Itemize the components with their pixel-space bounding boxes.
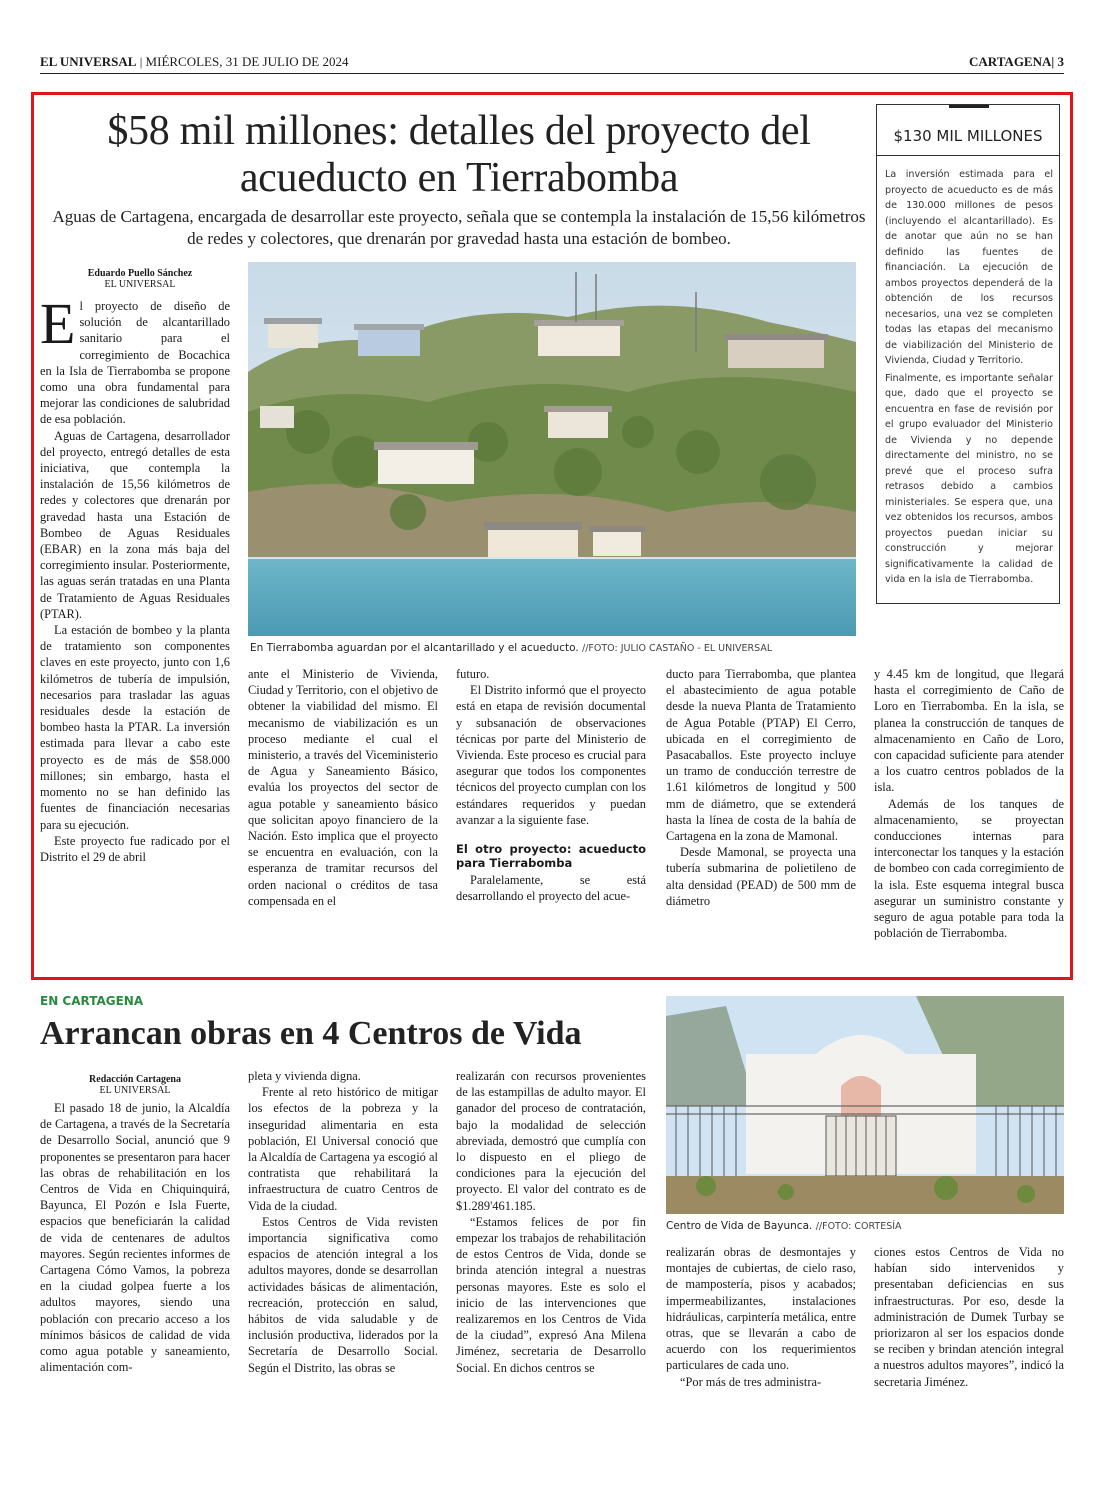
article-column-3 <box>456 1068 646 1430</box>
building-illustration <box>666 996 1064 1214</box>
sidebar-paragraph: Finalmente, es importante señalar que, dado que el proyecto se encuentra en fase de revisión por el grupo evaluador del Ministerio de Vivienda y no depende directamente del ministro, no se prevé que el proceso sufra retrasos debido a cambios ministeriales. Se espera que, una vez obtenidos los recursos, ambos proyectos puedan iniciar su construcción y mejorar significativamente la calidad de vida en la isla de Tierrabomba. <box>885 372 1053 585</box>
paragraph: Desde Mamonal, se proyecta una tubería submarina de polietileno de alta densidad (PEAD) de 500 mm de diámetro <box>666 845 856 908</box>
author-name: Eduardo Puello Sánchez <box>87 268 193 279</box>
article-column-4 <box>666 1244 856 1434</box>
sidebar-box <box>876 104 1060 604</box>
page-number: 3 <box>1057 54 1064 69</box>
paragraph: “Estamos felices de por fin empezar los trabajos de rehabilitación de estos Centros de Vida, donde se brinda atención integral a nuestras personas mayores. Este es solo el inicio de las intervenciones que realizaremos en los Centros de Vida de la ciudad”, expresó Ana Milena Jiménez, secretaria de Desarrollo Social. En dichos centros se <box>456 1214 646 1375</box>
article-column-5 <box>874 1244 1064 1434</box>
masthead-right <box>969 54 1064 70</box>
sidebar-divider <box>877 155 1059 156</box>
paragraph: Además de los tanques de almacenamiento, se proyectan conducciones internas para interconectar los tanques y la estación de bombeo con cada corregimiento de la isla. Este esquema integral busca asegurar un suministro constante y seguro de agua potable para toda la población de Tierrabomba. <box>874 796 1064 941</box>
sidebar-title: $130 MIL MILLONES <box>893 127 1043 145</box>
subheading: El otro proyecto: acueducto para Tierrabomba <box>456 842 646 871</box>
paragraph: ducto para Tierrabomba, que plantea el abastecimiento de agua potable desde la nueva Planta de Tratamiento de Agua Potable (PTAP) El Cerro, ubicada en el corregimiento de Pasacaballos. Este proyecto incluye un tramo de conducción terrestre de 1.61 kilómetros de longitud y 500 mm de diámetro, que se extenderá hasta la línea de costa de la bahía de Cartagena en la zona de Mamonal. <box>666 667 856 844</box>
photo-caption <box>666 1220 1064 1232</box>
paragraph: ante el Ministerio de Vivienda, Ciudad y Territorio, con el objetivo de obtener la viabilidad del mismo. El mecanismo de viabilización es un proceso mediante el cual el ministerio, a través del Viceministerio de Agua y Saneamiento Básico, evalúa los proyectos del sector de agua potable y saneamiento básico que solicitan apoyo financiero de la Nación. Esto implica que el proyecto se encuentra en evaluación, con la esperanza de tramitar recursos del orden nacional o créditos de tasa compensada en el <box>248 667 438 908</box>
caption-text: En Tierrabomba aguardan por el alcantarillado y el acueducto. <box>250 642 579 654</box>
article-column-1 <box>40 1100 230 1430</box>
paragraph: Este proyecto fue radicado por el Distrito el 29 de abril <box>40 833 230 864</box>
caption-text: Centro de Vida de Bayunca. <box>666 1220 813 1232</box>
article-column-2 <box>248 666 438 966</box>
paragraph: realizarán con recursos provenientes de las estampillas de adulto mayor. El ganador del proceso de contratación, bajo la modalidad de selección abreviada, demostró que cumplía con lo dispuesto en el pliego de condiciones para la ejecución del proyecto. El valor del contrato es de $1.289'461.185. <box>456 1069 646 1213</box>
author-name: Redacción Cartagena <box>89 1074 181 1085</box>
article-column-3 <box>456 666 646 966</box>
masthead-left <box>40 54 349 70</box>
paragraph: y 4.45 km de longitud, que llegará hasta el corregimiento de Caño de Loro en Tierrabomba. En la isla, se planea la construcción de tanques de almacenamiento en Caño de Loro, con capacidad suficiente para atender a los cuatro centros poblados de la isla. <box>874 667 1064 795</box>
sidebar-text <box>885 167 1053 590</box>
byline <box>40 1074 230 1096</box>
paragraph: realizarán obras de desmontajes y montajes de cubiertas, de cielo raso, de mampostería, pisos y acabados; impermeabilizantes, instalaciones hidráulicas, carpintería metálica, entre otras, que se llevarán a cabo de acuerdo con los requerimientos particulares de cada uno. <box>666 1245 856 1373</box>
paragraph: El pasado 18 de junio, la Alcaldía de Cartagena, a través de la Secretaría de Desarrollo Social, anunció que 9 proponentes se presentaron para hacer las obras de rehabilitación en los Centros de Vida en Chiquinquirá, Bayunca, El Pozón e Isla Fuerte, espacios que beneficiarán la calidad de vida de centenares de adultos mayores. Según recientes informes de Cartagena Cómo Vamos, la pobreza en la ciudad golpea fuerte a los adultos mayores, siendo una población con precario acceso a los mínimos básicos de calidad de vida como agua potable y saneamiento, alimentación com- <box>40 1101 230 1375</box>
article-column-1 <box>40 291 230 964</box>
paragraph: Estos Centros de Vida revisten importancia significativa como espacios de atención integral a los adultos mayores, donde se desarrollan actividades básicas de alimentación, recreación, protección en salud, hábitos de vida saludable y de inclusión productiva, liderados por la Secretaría de Desarrollo Social. Según el Distrito, las obras se <box>248 1214 438 1375</box>
sidebar-rule <box>949 105 989 108</box>
paper-name: EL UNIVERSAL <box>40 54 137 69</box>
tierrabomba-photo <box>248 262 856 636</box>
paragraph: Paralelamente, se está desarrollando el proyecto del acue- <box>456 873 646 904</box>
paragraph: Aguas de Cartagena, desarrollador del proyecto, entregó detalles de esta iniciativa, que contempla la instalación de 15,56 kilómetros de redes y colectores que drenarán por gravedad hasta una Estación de Bombeo de Aguas Residuales (EBAR) en la zona más baja del corregimiento insular. Posteriormente, las aguas serán tratadas en una Planta de Tratamiento de Aguas Residuales (PTAR). <box>40 428 230 621</box>
photo-credit: //FOTO: JULIO CASTAÑO - EL UNIVERSAL <box>582 643 773 654</box>
article-dek: Aguas de Cartagena, encargada de desarrollar este proyecto, señala que se contempla la instalación de 15,56 kilómetros de redes y colectores, que drenarán por gravedad hasta una estación de bombeo. <box>52 207 866 248</box>
article-column-5 <box>874 666 1064 966</box>
author-outlet: EL UNIVERSAL <box>99 1085 171 1096</box>
centro-de-vida-photo <box>666 996 1064 1214</box>
issue-date: | MIÉRCOLES, 31 DE JULIO DE 2024 <box>139 54 349 69</box>
section-kicker: EN CARTAGENA <box>40 994 144 1008</box>
paragraph: La estación de bombeo y la planta de tratamiento son componentes claves en este proyecto, junto con 1,6 kilómetros de tubería de impulsión, necesarios para trasladar las aguas residuales desde la estación de bombeo hasta la PTAR. La inversión estimada para llevar a cabo este proyecto es de más de $58.000 millones; sin embargo, hasta el momento no se han definido las fuentes de financiación necesarias para su ejecución. <box>40 623 230 832</box>
byline <box>40 268 240 290</box>
photo-caption <box>250 642 860 654</box>
dropcap: E <box>40 291 76 356</box>
article-headline: Arrancan obras en 4 Centros de Vida <box>40 1015 582 1052</box>
article-column-4 <box>666 666 856 966</box>
paragraph: “Por más de tres administra- <box>680 1374 822 1389</box>
paragraph: Frente al reto histórico de mitigar los efectos de la pobreza y la inseguridad alimentaria en esta población, El Universal conoció que la Alcaldía de Cartagena ya escogió al contratista que rehabilitará la infraestructura de cuatro Centros de Vida de la ciudad. <box>248 1085 438 1213</box>
lead-paragraph: El proyecto de diseño de solución de alcantarillado sanitario para el corregimiento de Bocachica en la Isla de Tierrabomba se propone como una obra fundamental para mejorar las condiciones de salubridad de esa población. <box>40 291 230 427</box>
section-name: CARTAGENA| <box>969 54 1055 69</box>
paragraph: pleta y vivienda digna. <box>248 1069 361 1083</box>
photo-credit: //FOTO: CORTESÍA <box>815 1221 902 1232</box>
author-outlet: EL UNIVERSAL <box>104 279 176 290</box>
sidebar-paragraph: La inversión estimada para el proyecto de acueducto es de más de 130.000 millones de pesos (incluyendo el alcantarillado). Es de anotar que aún no se han definido las fuentes de financiación. La ejecución de ambos proyectos dependerá de la obtención de los recursos necesarios, una vez se completen todas las etapas del mecanismo de viabilización del Ministerio de Vivienda, Ciudad y Territorio. <box>885 169 1053 366</box>
article-headline: $58 mil millones: detalles del proyecto del acueducto en Tierrabomba <box>107 108 811 201</box>
paragraph: ciones estos Centros de Vida no habían sido intervenidos y presentaban deficiencias en sus infraestructuras. Por eso, desde la administración de Dumek Turbay se priorizaron al ser los espacios donde se reciben y brindan atención integral a nuestros adultos mayores”, indicó la secretaria Jiménez. <box>874 1245 1064 1389</box>
paragraph: futuro. <box>456 667 490 681</box>
masthead <box>40 52 1064 74</box>
hillside-houses-illustration <box>248 262 856 636</box>
paragraph: El Distrito informó que el proyecto está en etapa de revisión documental y subsanación de observaciones técnicas por parte del Ministerio de Vivienda. Este proceso es crucial para asegurar que todos los componentes técnicos del proyecto cumplan con los estándares requeridos y puedan avanzar a la siguiente fase. <box>456 683 646 827</box>
article-column-2 <box>248 1068 438 1430</box>
